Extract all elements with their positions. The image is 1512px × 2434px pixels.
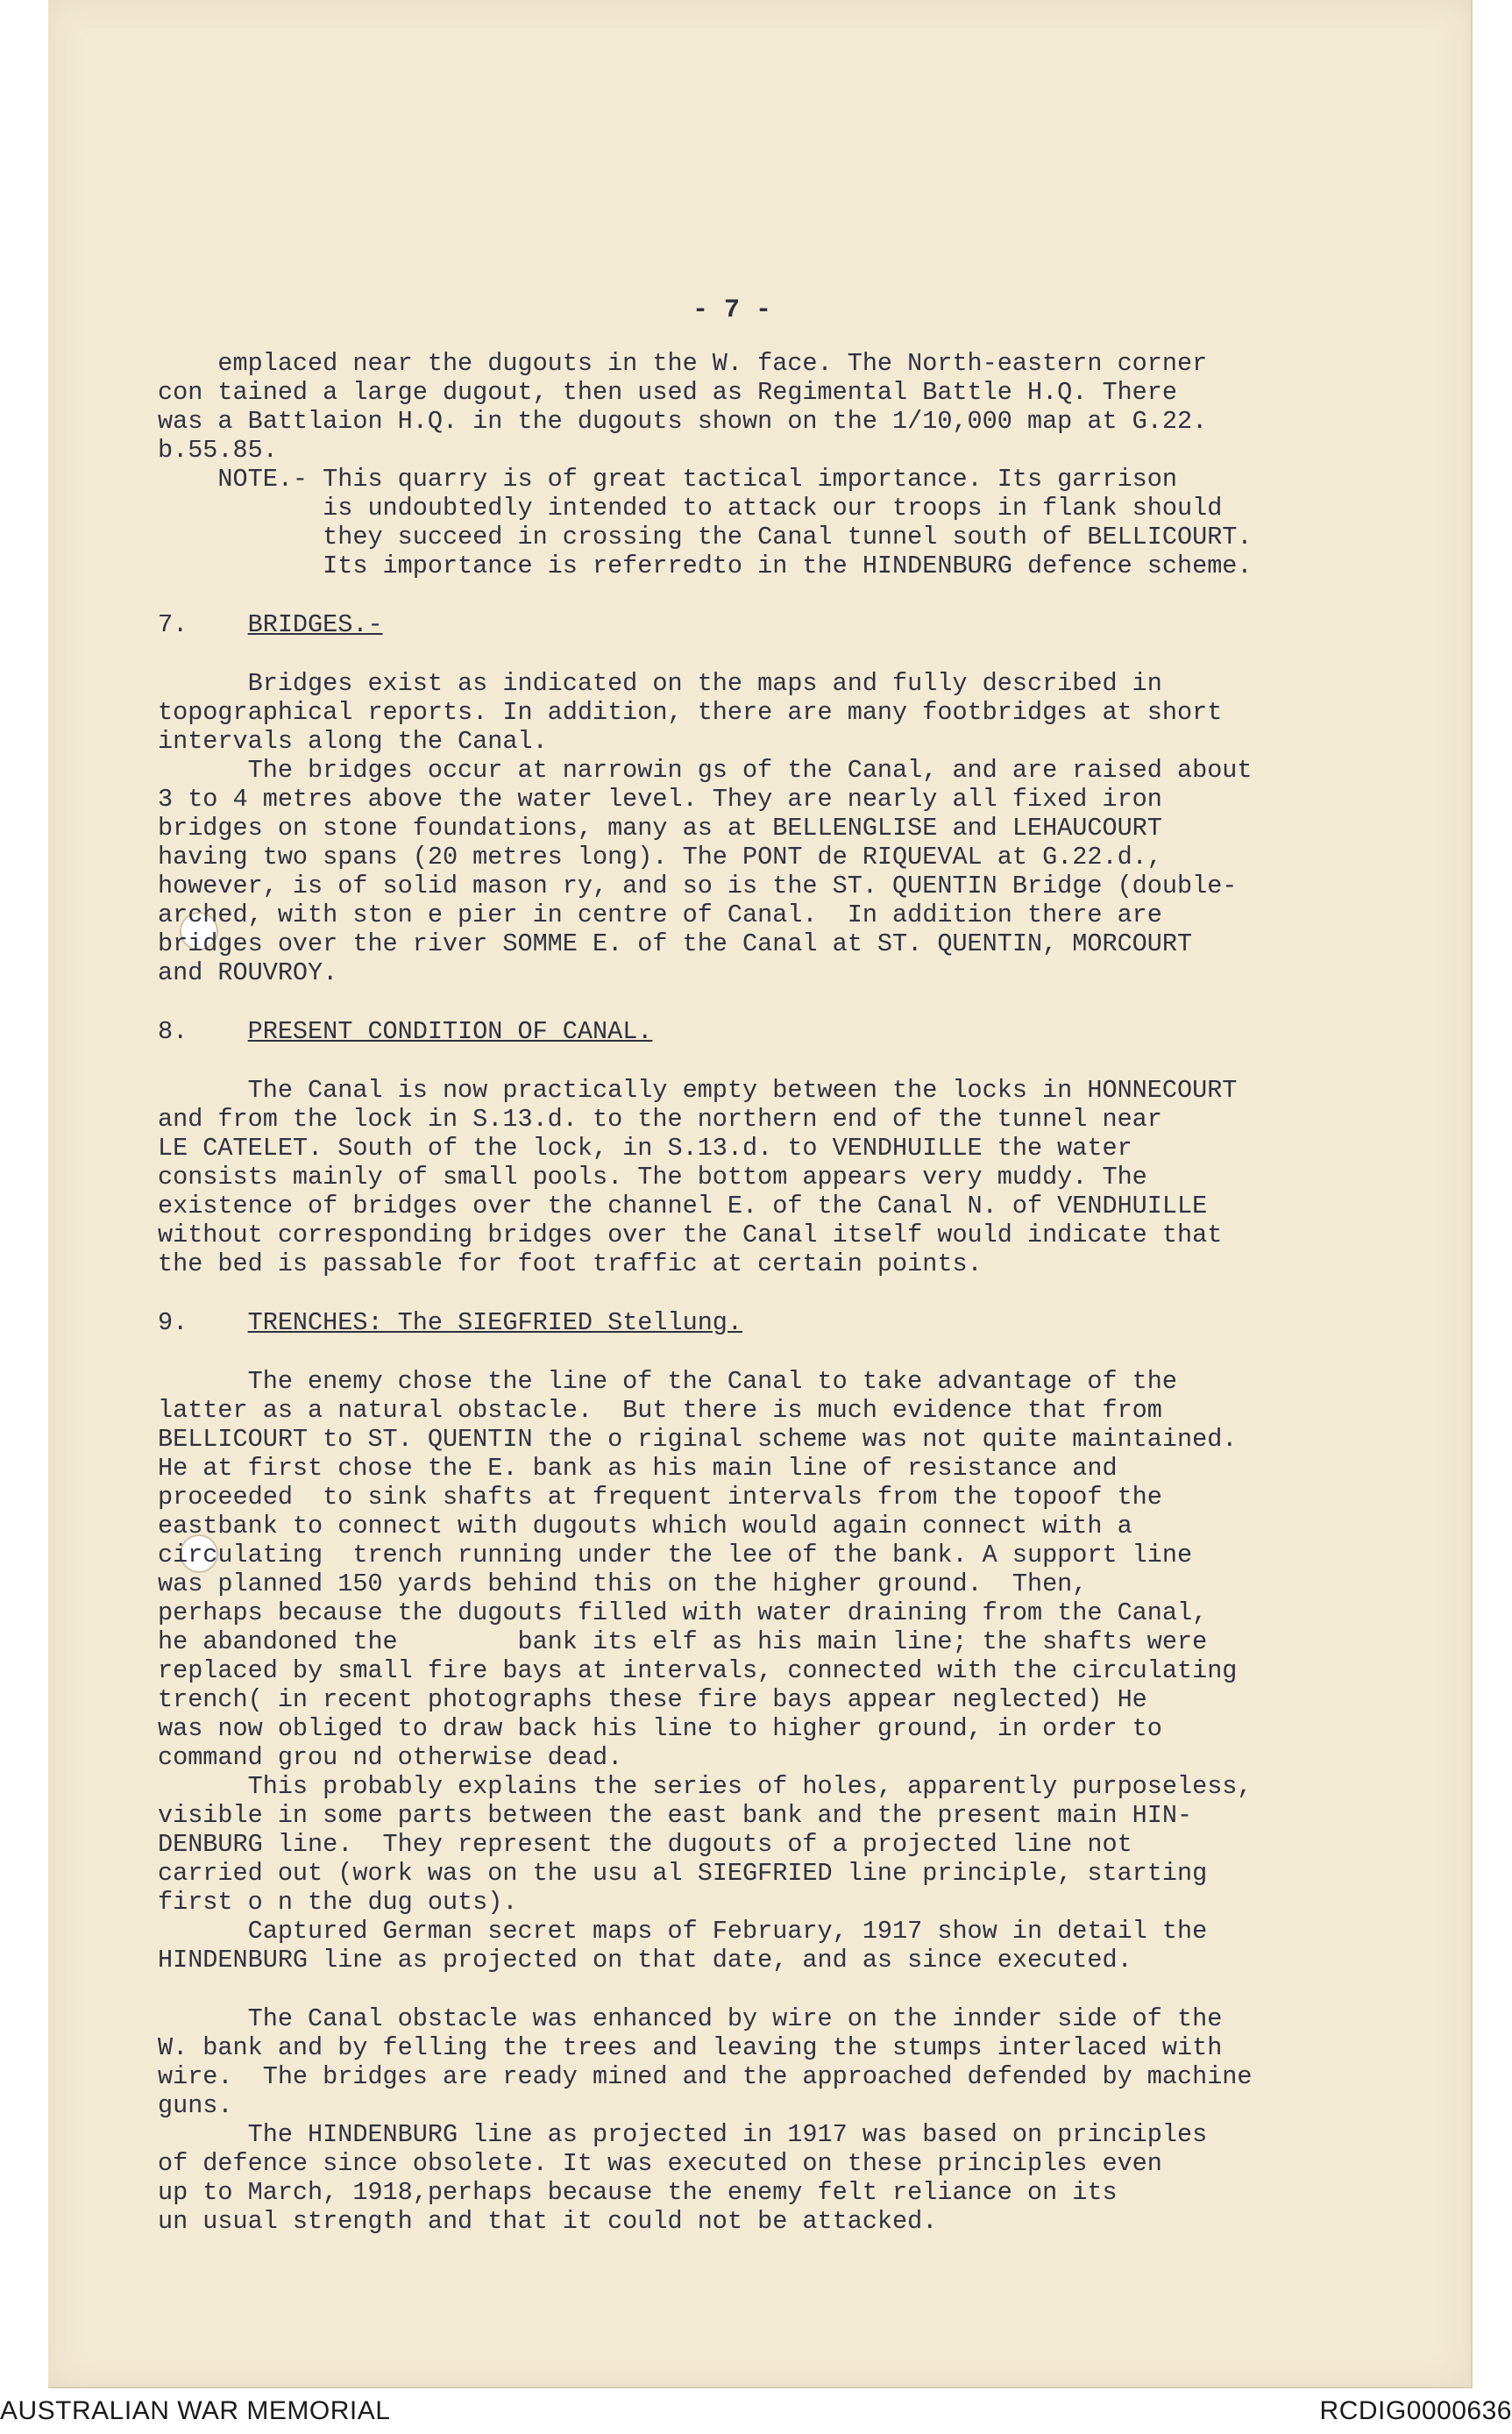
text-line: topographical reports. In addition, there are many footbridges at short [158,698,1223,727]
text-line: arched, with ston e pier in centre of Canal. In addition there are [158,900,1162,929]
section-title: TRENCHES: The SIEGFRIED Stellung. [247,1308,743,1337]
paragraph-gap [158,1975,1411,2004]
text-line: un usual strength and that it could not be attacked. [158,2207,938,2236]
text-line: guns. [158,2091,233,2120]
text-line: 3 to 4 metres above the water level. They are nearly all fixed iron [158,785,1162,814]
text-line: W. bank and by felling the trees and leaving the stumps interlaced with [158,2033,1223,2062]
text-line: was planned 150 yards behind this on the higher ground. Then, [158,1569,1088,1598]
text-line: NOTE.- This quarry is of great tactical importance. Its garrison [158,465,1177,494]
text-line: The enemy chose the line of the Canal to take advantage of the [158,1367,1177,1396]
paragraph-gap [158,1278,1411,1308]
text-line: command grou nd otherwise dead. [158,1743,623,1772]
text-line: of defence since obsolete. It was executed on these principles even [158,2149,1162,2178]
page-number: - 7 - [692,295,772,325]
text-line: consists mainly of small pools. The bottom appears very muddy. The [158,1163,1147,1192]
text-line: carried out (work was on the usu al SIEGFRIED line principle, starting [158,1859,1208,1888]
text-line: and from the lock in S.13.d. to the northern end of the tunnel near [158,1105,1162,1134]
section-title: BRIDGES.- [247,610,383,639]
text-line: latter as a natural obstacle. But there is much evidence that from [158,1396,1162,1425]
paragraph-gap [158,1337,1411,1367]
section-heading [158,610,1411,639]
text-line: without corresponding bridges over the Canal itself would indicate that [158,1221,1223,1249]
text-line: The HINDENBURG line as projected in 1917 was based on principles [158,2120,1208,2149]
text-line: bridges on stone foundations, many as at BELLENGLISE and LEHAUCOURT [158,814,1162,843]
text-line: The Canal is now practically empty between the locks in HONNECOURT [158,1076,1238,1105]
paragraph-gap [158,1046,1411,1076]
text-line: Captured German secret maps of February, 1917 show in detail the [158,1917,1208,1946]
text-line: visible in some parts between the east bank and the present main HIN- [158,1801,1193,1830]
text-line: This probably explains the series of holes, apparently purposeless, [158,1772,1253,1801]
text-line: was now obliged to draw back his line to higher ground, in order to [158,1714,1162,1743]
section-heading [158,1017,1411,1046]
text-line: and ROUVROY. [158,958,338,987]
text-line: replaced by small fire bays at intervals, connected with the circulating [158,1656,1238,1685]
text-line: is undoubtedly intended to attack our troops in flank should [158,494,1223,523]
paragraph-gap [158,639,1411,669]
text-line: first o n the dug outs). [158,1888,518,1917]
text-line: eastbank to connect with dugouts which would again connect with a [158,1512,1132,1541]
text-line: existence of bridges over the channel E. of the Canal N. of VENDHUILLE [158,1192,1208,1221]
text-line: intervals along the Canal. [158,727,548,756]
text-line: trench( in recent photographs these fire bays appear neglected) He [158,1685,1147,1714]
paragraph-gap [158,580,1411,610]
text-line: Its importance is referredto in the HINDENBURG defence scheme. [158,552,1253,580]
text-line: the bed is passable for foot traffic at certain points. [158,1249,983,1278]
text-line: up to March, 1918,perhaps because the enemy felt reliance on its [158,2178,1118,2207]
text-line: b.55.85. [158,436,278,465]
text-line: bridges over the river SOMME E. of the Canal at ST. QUENTIN, MORCOURT [158,929,1193,958]
archive-credit: AUSTRALIAN WAR MEMORIAL [0,2396,391,2425]
text-line: Bridges exist as indicated on the maps and fully described in [158,669,1162,698]
section-title: PRESENT CONDITION OF CANAL. [247,1017,653,1046]
text-line: however, is of solid mason ry, and so is the ST. QUENTIN Bridge (double- [158,872,1238,900]
text-line: He at first chose the E. bank as his main line of resistance and [158,1454,1118,1483]
text-line: wire. The bridges are ready mined and the approached defended by machine [158,2062,1253,2091]
text-line: was a Battlaion H.Q. in the dugouts shown on the 1/10,000 map at G.22. [158,407,1208,436]
text-line: he abandoned the bank its elf as his main line; the shafts were [158,1627,1208,1656]
text-line: BELLICOURT to ST. QUENTIN the o riginal scheme was not quite maintained. [158,1425,1238,1454]
text-line: they succeed in crossing the Canal tunnel south of BELLICOURT. [158,523,1253,552]
text-line: having two spans (20 metres long). The PONT de RIQUEVAL at G.22.d., [158,843,1162,872]
text-line: con tained a large dugout, then used as Regimental Battle H.Q. There [158,378,1177,407]
section-number: 8. [158,1017,248,1046]
document-body [158,349,1411,2236]
text-line: LE CATELET. South of the lock, in S.13.d. to VENDHUILLE the water [158,1134,1132,1163]
section-number: 9. [158,1308,248,1337]
text-line: HINDENBURG line as projected on that date, and as since executed. [158,1946,1132,1975]
text-line: emplaced near the dugouts in the W. face. The North-eastern corner [158,349,1208,378]
archive-reference: RCDIG0000636 [1319,2396,1512,2425]
section-number: 7. [158,610,248,639]
text-line: perhaps because the dugouts filled with water draining from the Canal, [158,1598,1208,1627]
text-line: circulating trench running under the lee of the bank. A support line [158,1541,1193,1569]
section-heading [158,1308,1411,1337]
text-line: DENBURG line. They represent the dugouts of a projected line not [158,1830,1132,1859]
text-line: The bridges occur at narrowin gs of the Canal, and are raised about [158,756,1253,785]
paragraph-gap [158,987,1411,1017]
text-line: proceeded to sink shafts at frequent intervals from the topoof the [158,1483,1162,1512]
text-line: The Canal obstacle was enhanced by wire on the innder side of the [158,2004,1223,2033]
